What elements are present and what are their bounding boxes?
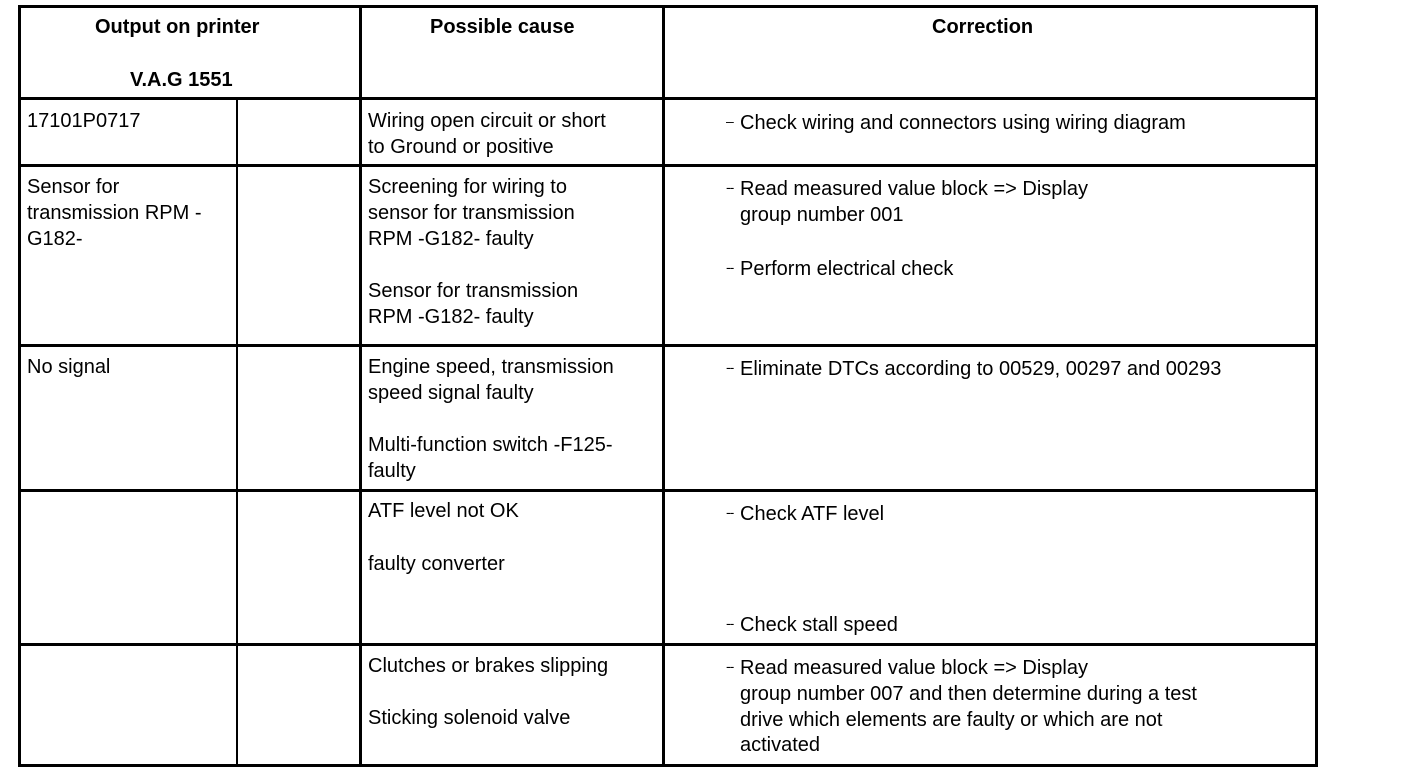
cause-line: Clutches or brakes slipping bbox=[368, 655, 609, 677]
correction-line: group number 001 bbox=[740, 204, 904, 226]
correction-line: activated bbox=[740, 734, 821, 756]
correction-line: Check ATF level bbox=[740, 503, 885, 525]
row-divider bbox=[18, 489, 1318, 492]
cause-line: Wiring open circuit or short bbox=[368, 110, 606, 132]
output-line: transmission RPM - bbox=[27, 202, 202, 224]
table-border-right bbox=[1315, 5, 1318, 767]
cause-line: faulty converter bbox=[368, 553, 505, 575]
correction-line: Read measured value block => Display bbox=[740, 178, 1088, 200]
correction-line: Check stall speed bbox=[740, 614, 898, 636]
table-border-bottom bbox=[18, 764, 1318, 767]
table-border-left bbox=[18, 5, 21, 767]
output-line: G182- bbox=[27, 228, 83, 250]
output-code: 17101P0717 bbox=[27, 110, 141, 132]
cause-line: to Ground or positive bbox=[368, 136, 554, 158]
header-divider bbox=[18, 97, 1318, 100]
cause-line: Sticking solenoid valve bbox=[368, 707, 571, 729]
dash-icon: -- bbox=[726, 504, 734, 520]
output-line: No signal bbox=[27, 356, 111, 378]
cause-line: RPM -G182- faulty bbox=[368, 306, 534, 328]
column-divider bbox=[662, 5, 665, 767]
cause-line: sensor for transmission bbox=[368, 202, 575, 224]
dash-icon: – bbox=[726, 113, 733, 129]
row-divider bbox=[18, 164, 1318, 167]
output-subcolumn-divider bbox=[236, 97, 238, 767]
dash-icon: -- bbox=[726, 615, 734, 631]
cause-line: Sensor for transmission bbox=[368, 280, 579, 302]
dash-icon: -- bbox=[726, 658, 734, 674]
header-vag-1551: V.A.G 1551 bbox=[130, 69, 233, 91]
cause-line: ATF level not OK bbox=[368, 500, 519, 522]
dash-icon: -- bbox=[726, 359, 734, 375]
cause-line: RPM -G182- faulty bbox=[368, 228, 534, 250]
header-correction: Correction bbox=[932, 16, 1034, 38]
correction-line: Eliminate DTCs according to 00529, 00297 and 00293 bbox=[740, 358, 1222, 380]
dash-icon: -- bbox=[726, 259, 734, 275]
correction-line: Perform electrical check bbox=[740, 258, 954, 280]
row-divider bbox=[18, 344, 1318, 347]
cause-line: Engine speed, transmission bbox=[368, 356, 614, 378]
correction-line: Read measured value block => Display bbox=[740, 657, 1088, 679]
column-divider bbox=[359, 5, 362, 767]
correction-line: drive which elements are faulty or which are not bbox=[740, 709, 1163, 731]
cause-line: Screening for wiring to bbox=[368, 176, 567, 198]
correction-line: group number 007 and then determine during a test bbox=[740, 683, 1197, 705]
cause-line: faulty bbox=[368, 460, 416, 482]
row-divider bbox=[18, 643, 1318, 646]
correction-line: Check wiring and connectors using wiring diagram bbox=[740, 112, 1186, 134]
cause-line: Multi-function switch -F125- bbox=[368, 434, 613, 456]
header-output-on-printer: Output on printer bbox=[95, 16, 260, 38]
table-border-top bbox=[18, 5, 1318, 8]
dash-icon: -- bbox=[726, 179, 734, 195]
header-possible-cause: Possible cause bbox=[430, 16, 575, 38]
output-line: Sensor for bbox=[27, 176, 120, 198]
cause-line: speed signal faulty bbox=[368, 382, 534, 404]
